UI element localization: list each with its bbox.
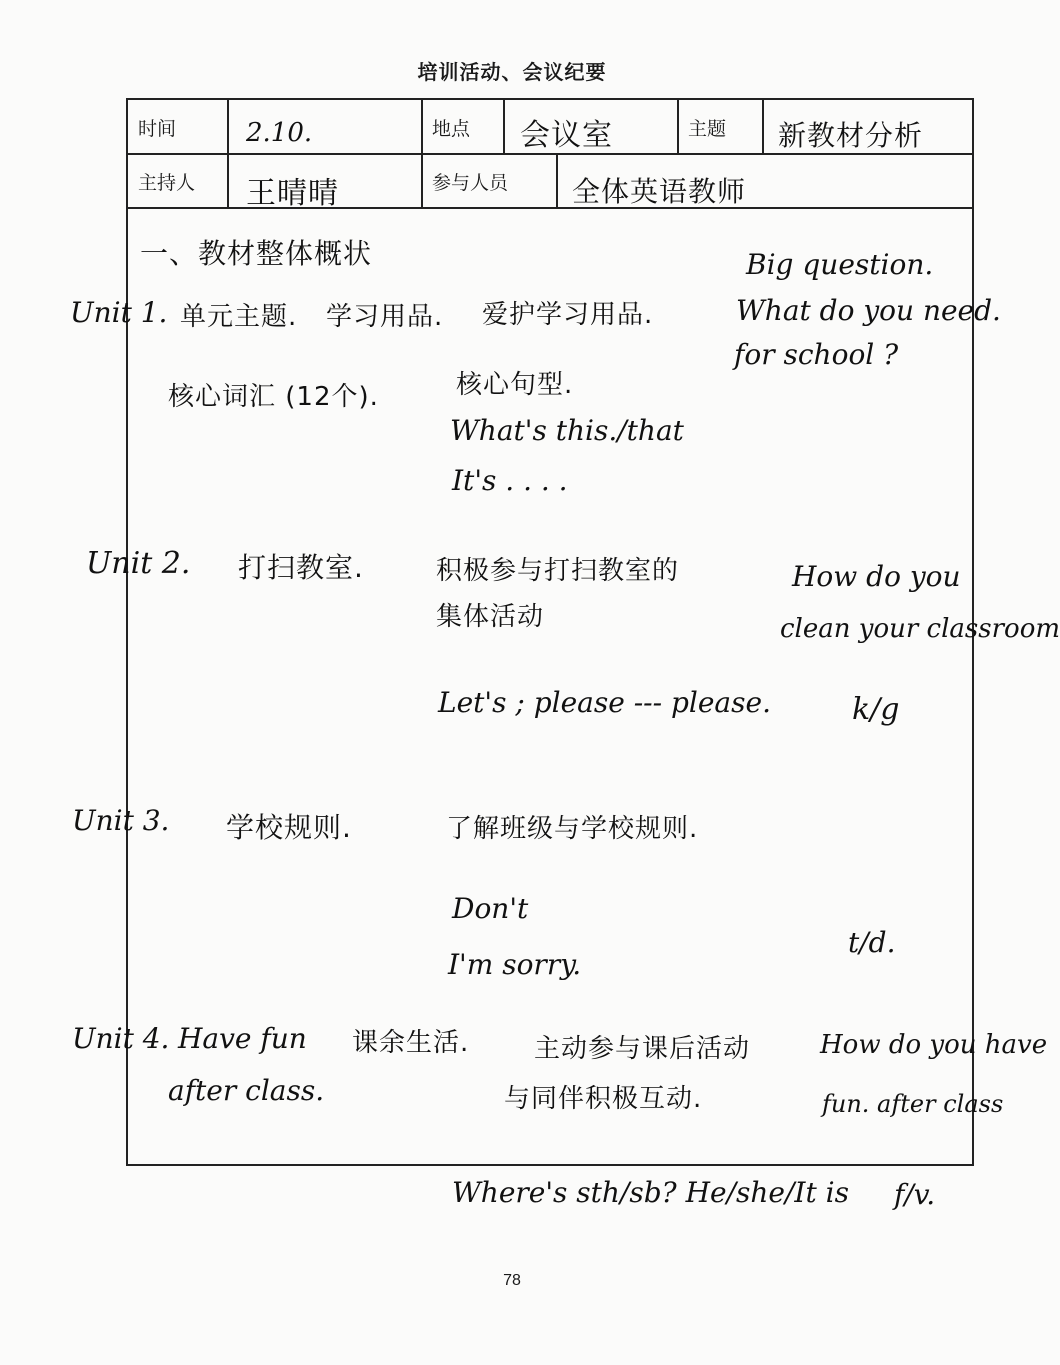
- participants-value: 全体英语教师: [572, 175, 747, 208]
- unit4-label: Unit 4.: [72, 1022, 170, 1055]
- big-question-line1: What do you need.: [736, 294, 1001, 327]
- unit3-label: Unit 3.: [72, 804, 170, 837]
- unit4-title-line1: Have fun: [178, 1022, 307, 1055]
- col-divider-5: [762, 98, 764, 154]
- unit2-topic: 打扫教室.: [238, 551, 364, 584]
- unit4-phonics: f/v.: [894, 1178, 936, 1211]
- unit2-pattern: Let's ; please --- please.: [438, 686, 771, 719]
- topic-label: 主题: [688, 118, 727, 140]
- time-label: 时间: [138, 118, 177, 140]
- unit4-title-line2: after class.: [168, 1074, 325, 1107]
- time-value: 2.10.: [246, 118, 313, 148]
- unit1-topic: 学习用品.: [326, 302, 444, 332]
- topic-value: 新教材分析: [778, 119, 924, 152]
- col-divider-1: [227, 98, 229, 208]
- location-value: 会议室: [520, 118, 613, 153]
- unit2-phonics: k/g: [852, 692, 900, 727]
- unit4-question-line1: How do you have: [820, 1030, 1048, 1060]
- unit3-goal: 了解班级与学校规则.: [446, 814, 699, 844]
- unit2-question-line1: How do you: [792, 560, 961, 593]
- unit1-pattern-2: It's . . . .: [452, 464, 568, 497]
- unit1-goal: 爱护学习用品.: [482, 300, 654, 330]
- unit1-vocab: 核心词汇 (12个).: [168, 382, 379, 412]
- unit3-pattern-1: Don't: [452, 892, 529, 925]
- document-title: 培训活动、会议纪要: [417, 60, 607, 84]
- col-divider-3b: [556, 154, 558, 208]
- location-label: 地点: [432, 118, 471, 140]
- section-heading: 一、教材整体概状: [140, 237, 373, 270]
- col-divider-2: [421, 98, 423, 208]
- unit4-question-line2: fun. after class: [822, 1090, 1004, 1118]
- big-question-title: Big question.: [746, 248, 934, 281]
- unit1-pattern-1: What's this./that: [450, 414, 684, 447]
- unit4-topic: 课余生活.: [352, 1028, 470, 1058]
- participants-label: 参与人员: [432, 172, 509, 194]
- unit2-label: Unit 2.: [86, 546, 191, 581]
- unit1-theme: 单元主题.: [180, 302, 298, 332]
- col-divider-3a: [503, 98, 505, 154]
- host-value: 王晴晴: [246, 176, 339, 211]
- unit1-pattern-title: 核心句型.: [456, 370, 574, 400]
- unit2-goal-line2: 集体活动: [436, 602, 545, 632]
- unit3-topic: 学校规则.: [226, 811, 352, 844]
- unit4-goal-line1: 主动参与课后活动: [534, 1034, 751, 1064]
- unit3-pattern-2: I'm sorry.: [448, 948, 582, 981]
- unit2-question-line2: clean your classroom: [780, 614, 1060, 644]
- unit3-phonics: t/d.: [848, 926, 896, 959]
- unit4-goal-line2: 与同伴积极互动.: [504, 1084, 703, 1114]
- big-question-line2: for school ?: [734, 338, 899, 371]
- unit1-label: Unit 1.: [70, 296, 168, 329]
- unit4-pattern-below: Where's sth/sb? He/she/It is: [452, 1176, 849, 1209]
- unit2-goal-line1: 积极参与打扫教室的: [436, 556, 680, 586]
- col-divider-4: [677, 98, 679, 154]
- page-number: 78: [503, 1272, 521, 1289]
- host-label: 主持人: [138, 172, 196, 194]
